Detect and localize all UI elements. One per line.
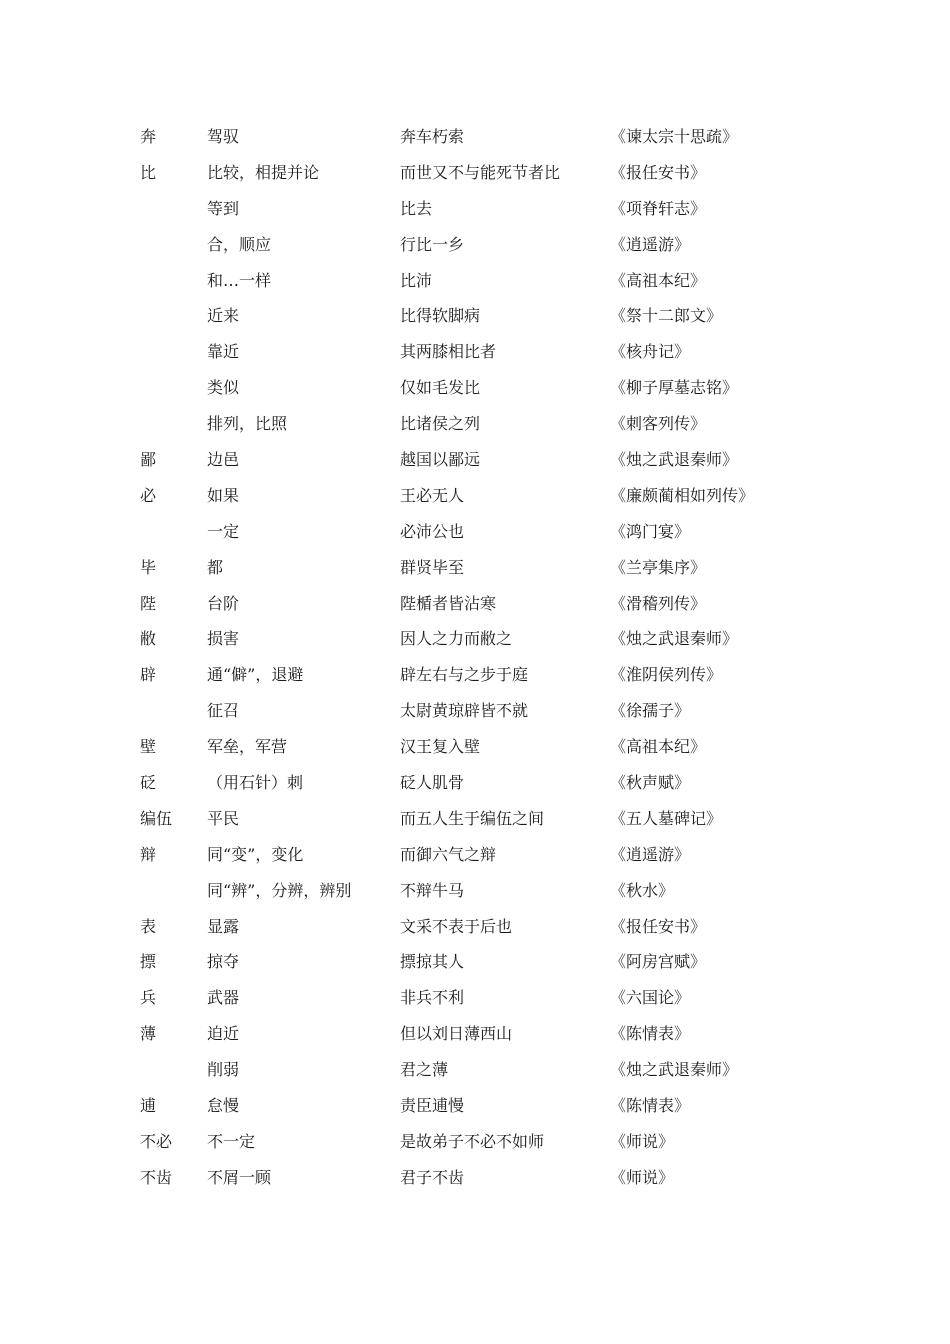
entry-char: 奔 (140, 127, 157, 146)
entry-row (0, 298, 950, 334)
entry-row (0, 729, 950, 765)
entry-example: 文采不表于后也 (400, 916, 513, 936)
entry-meaning: 损害 (207, 629, 240, 649)
entry-meaning: 等到 (207, 198, 240, 218)
entry-example: 摽掠其人 (400, 952, 465, 972)
entry-example: 不辩牛马 (400, 880, 465, 900)
vocabulary-list (0, 119, 950, 1196)
entry-example: 而御六气之辩 (400, 844, 497, 864)
entry-char: 不齿 (140, 1167, 173, 1187)
entry-source: 《烛之武退秦师》 (610, 1060, 739, 1080)
entry-row (0, 693, 950, 729)
entry-meaning: 掠夺 (207, 952, 240, 972)
entry-row (0, 837, 950, 873)
entry-example: 比诸侯之列 (400, 414, 481, 434)
entry-row (0, 478, 950, 514)
entry-row (0, 1160, 950, 1196)
entry-source: 《廉颇蔺相如列传》 (610, 485, 755, 505)
entry-source: 《淮阴侯列传》 (610, 665, 723, 685)
entry-source: 《烛之武退秦师》 (610, 629, 739, 649)
entry-char: 敝 (140, 629, 157, 649)
entry-source: 《六国论》 (610, 988, 691, 1008)
entry-row (0, 1016, 950, 1052)
entry-meaning: 不一定 (207, 1131, 256, 1151)
entry-source: 《报任安书》 (610, 916, 707, 936)
entry-example: 必沛公也 (400, 521, 465, 541)
entry-char: 陛 (140, 593, 157, 613)
entry-meaning: 合，顺应 (207, 234, 272, 254)
entry-meaning: 都 (207, 557, 224, 577)
entry-source: 《阿房宫赋》 (610, 952, 707, 972)
entry-row (0, 944, 950, 980)
entry-row (0, 406, 950, 442)
entry-char: 辟 (140, 665, 157, 685)
entry-meaning: （用石针）刺 (207, 773, 304, 793)
entry-example: 因人之力而敝之 (400, 629, 513, 649)
entry-row (0, 909, 950, 945)
entry-example: 群贤毕至 (400, 557, 465, 577)
entry-row (0, 980, 950, 1016)
entry-row (0, 227, 950, 263)
entry-source: 《项脊轩志》 (610, 198, 707, 218)
entry-row (0, 514, 950, 550)
entry-row (0, 263, 950, 299)
entry-meaning: 类似 (207, 378, 240, 398)
entry-source: 《报任安书》 (610, 162, 707, 182)
entry-char: 薄 (140, 1024, 157, 1044)
entry-source: 《谏太宗十思疏》 (610, 127, 739, 146)
entry-row (0, 801, 950, 837)
entry-char: 兵 (140, 988, 157, 1008)
entry-row (0, 586, 950, 622)
entry-meaning: 通“僻”，退避 (207, 665, 304, 685)
entry-example: 砭人肌骨 (400, 773, 465, 793)
entry-meaning: 边邑 (207, 450, 240, 470)
entry-meaning: 迫近 (207, 1024, 240, 1044)
entry-source: 《秋声赋》 (610, 773, 691, 793)
entry-meaning: 同“辨”，分辨，辨别 (207, 880, 352, 900)
entry-char: 摽 (140, 952, 157, 972)
entry-example: 仅如毛发比 (400, 378, 481, 398)
entry-example: 责臣逋慢 (400, 1096, 465, 1116)
entry-source: 《师说》 (610, 1167, 675, 1187)
entry-char: 鄙 (140, 450, 157, 470)
entry-char: 必 (140, 485, 157, 505)
entry-example: 太尉黄琼辟皆不就 (400, 701, 529, 721)
entry-row (0, 370, 950, 406)
entry-char: 辩 (140, 844, 157, 864)
entry-source: 《刺客列传》 (610, 414, 707, 434)
entry-example: 而世又不与能死节者比 (400, 162, 561, 182)
entry-meaning: 排列，比照 (207, 414, 288, 434)
entry-meaning: 同“变”，变化 (207, 844, 304, 864)
entry-char: 逋 (140, 1096, 157, 1116)
entry-row (0, 1052, 950, 1088)
entry-meaning: 显露 (207, 916, 240, 936)
entry-source: 《徐孺子》 (610, 701, 691, 721)
entry-row (0, 765, 950, 801)
entry-source: 《烛之武退秦师》 (610, 450, 739, 470)
entry-meaning: 驾驭 (207, 127, 240, 146)
entry-char: 毕 (140, 557, 157, 577)
entry-meaning: 靠近 (207, 342, 240, 362)
entry-example: 比沛 (400, 270, 433, 290)
entry-row (0, 550, 950, 586)
entry-meaning: 怠慢 (207, 1096, 240, 1116)
entry-source: 《陈情表》 (610, 1096, 691, 1116)
entry-source: 《核舟记》 (610, 342, 691, 362)
entry-char: 壁 (140, 737, 157, 757)
entry-row (0, 873, 950, 909)
entry-source: 《秋水》 (610, 880, 675, 900)
entry-example: 越国以鄙远 (400, 450, 481, 470)
entry-row (0, 1124, 950, 1160)
entry-source: 《高祖本纪》 (610, 737, 707, 757)
entry-example: 奔车朽索 (400, 127, 465, 146)
entry-example: 辟左右与之步于庭 (400, 665, 529, 685)
entry-meaning: 近来 (207, 306, 240, 326)
entry-source: 《柳子厚墓志铭》 (610, 378, 739, 398)
entry-example: 君之薄 (400, 1060, 449, 1080)
entry-row (0, 1088, 950, 1124)
entry-example: 汉王复入壁 (400, 737, 481, 757)
entry-source: 《高祖本纪》 (610, 270, 707, 290)
entry-example: 行比一乡 (400, 234, 465, 254)
entry-example: 其两膝相比者 (400, 342, 497, 362)
entry-meaning: 平民 (207, 808, 240, 828)
entry-row (0, 119, 950, 155)
entry-meaning: 军垒，军营 (207, 737, 288, 757)
entry-source: 《逍遥游》 (610, 234, 691, 254)
entry-meaning: 不屑一顾 (207, 1167, 272, 1187)
entry-meaning: 武器 (207, 988, 240, 1008)
entry-row (0, 621, 950, 657)
entry-row (0, 334, 950, 370)
entry-meaning: 削弱 (207, 1060, 240, 1080)
entry-example: 君子不齿 (400, 1167, 465, 1187)
entry-example: 而五人生于编伍之间 (400, 808, 545, 828)
entry-source: 《逍遥游》 (610, 844, 691, 864)
entry-row (0, 442, 950, 478)
entry-source: 《师说》 (610, 1131, 675, 1151)
entry-meaning: 一定 (207, 521, 240, 541)
entry-char: 不必 (140, 1131, 173, 1151)
entry-source: 《滑稽列传》 (610, 593, 707, 613)
entry-source: 《祭十二郎文》 (610, 306, 723, 326)
entry-example: 比得软脚病 (400, 306, 481, 326)
entry-meaning: 和…一样 (207, 270, 272, 290)
entry-meaning: 征召 (207, 701, 240, 721)
entry-row (0, 191, 950, 227)
entry-example: 比去 (400, 198, 433, 218)
entry-example: 王必无人 (400, 485, 465, 505)
entry-char: 比 (140, 162, 157, 182)
entry-char: 砭 (140, 773, 157, 793)
entry-row (0, 657, 950, 693)
entry-source: 《鸿门宴》 (610, 521, 691, 541)
entry-example: 非兵不利 (400, 988, 465, 1008)
entry-source: 《兰亭集序》 (610, 557, 707, 577)
entry-example: 是故弟子不必不如师 (400, 1131, 545, 1151)
entry-meaning: 如果 (207, 485, 240, 505)
entry-example: 陛楯者皆沾寒 (400, 593, 497, 613)
entry-example: 但以刘日薄西山 (400, 1024, 513, 1044)
entry-meaning: 台阶 (207, 593, 240, 613)
entry-row (0, 155, 950, 191)
entry-meaning: 比较，相提并论 (207, 162, 320, 182)
entry-char: 编伍 (140, 808, 173, 828)
entry-source: 《陈情表》 (610, 1024, 691, 1044)
entry-source: 《五人墓碑记》 (610, 808, 723, 828)
entry-char: 表 (140, 916, 157, 936)
